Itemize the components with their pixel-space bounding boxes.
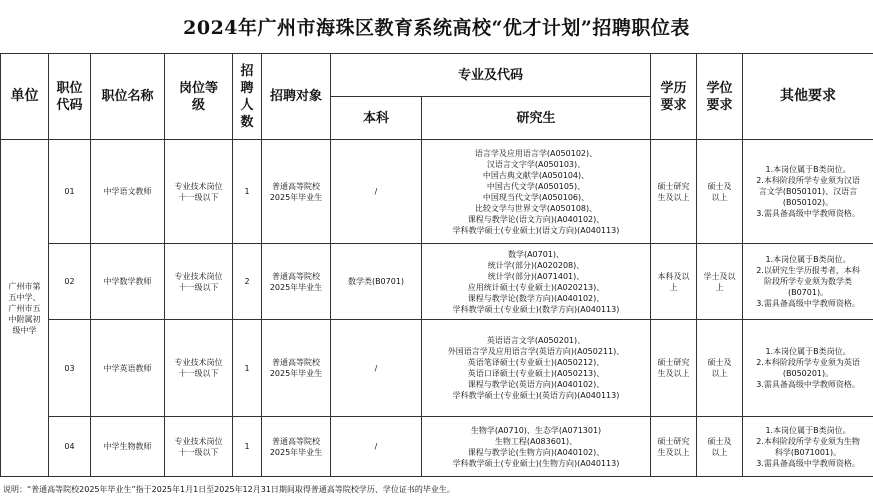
text-line: 硕士研究 xyxy=(657,181,690,191)
text-line: 十一级以下 xyxy=(178,447,219,457)
text-line: 人 xyxy=(240,97,254,113)
text-line: 专业技术岗位 xyxy=(174,271,223,281)
other-requirements xyxy=(743,140,873,244)
header-undergrad: 本科 xyxy=(331,97,422,140)
text-line: 中国古典文献学(A050104)、 xyxy=(482,170,590,180)
text-line: 统计学(部分)(A020208)、 xyxy=(487,260,585,270)
text-line: 数学(A0701)、 xyxy=(507,249,565,259)
text-line: 1.本岗位属于B类岗位。 xyxy=(765,425,851,435)
graduate-majors xyxy=(422,320,651,417)
text-line: 学历 xyxy=(660,80,687,96)
text-line: 1.本岗位属于B类岗位。 xyxy=(765,165,851,174)
recruit-target xyxy=(262,320,331,417)
text-line: 专业技术岗位 xyxy=(174,436,223,446)
text-line: 3.需具备高级中学教师资格。 xyxy=(756,458,860,468)
recruit-count: 2 xyxy=(233,244,262,320)
degree-requirement xyxy=(697,244,743,320)
position-code: 03 xyxy=(49,320,91,417)
text-line: 英语口译硕士(专业硕士)(A050213)、 xyxy=(467,369,605,378)
text-line: 招 xyxy=(240,63,254,79)
graduate-majors xyxy=(422,140,651,244)
other-requirements xyxy=(743,244,873,320)
degree-requirement xyxy=(697,417,743,477)
page-title: 2024年广州市海珠区教育系统高校“优才计划”招聘职位表 xyxy=(183,16,690,39)
education-requirement xyxy=(651,320,697,417)
text-line: 1.本岗位属于B类岗位。 xyxy=(765,347,851,356)
text-line: 3.需具备高级中学教师资格。 xyxy=(756,299,860,308)
footnote: 说明：“普通高等院校2025年毕业生”指于2025年1月1日至2025年12月31日期间取得普通高等院校学历、学位证书的毕业生。 xyxy=(3,485,455,494)
text-line: 要求 xyxy=(706,97,733,113)
text-line: 2025年毕业生 xyxy=(269,192,323,202)
text-line: 学科教学硕士(专业硕士)(语文方向)(A040113) xyxy=(452,225,620,235)
text-line: 课程与教学论(语文方向)(A040102)、 xyxy=(467,214,605,224)
unit-name xyxy=(1,140,49,477)
text-line: 上 xyxy=(669,282,678,292)
header-other: 其他要求 xyxy=(743,54,873,140)
text-line: 要求 xyxy=(660,97,687,113)
text-line: 十一级以下 xyxy=(178,282,219,292)
text-line: 学士及以 xyxy=(703,271,736,281)
recruit-count: 1 xyxy=(233,320,262,417)
post-level xyxy=(165,244,233,320)
text-line: 硕士及 xyxy=(707,436,732,446)
text-line: 以上 xyxy=(711,192,728,202)
header-post-level xyxy=(165,54,233,140)
text-line: 专业技术岗位 xyxy=(174,181,223,191)
text-line: 普通高等院校 xyxy=(272,358,320,367)
recruit-target xyxy=(262,417,331,477)
position-code: 01 xyxy=(49,140,91,244)
recruit-count: 1 xyxy=(233,417,262,477)
text-line: 数 xyxy=(240,114,254,130)
undergrad-major: / xyxy=(331,320,422,417)
text-line: 生及以上 xyxy=(657,447,690,457)
text-line: 上 xyxy=(715,282,724,292)
text-line: 学科教学硕士(专业硕士)(英语方向)(A040113) xyxy=(452,391,620,400)
text-line: 五中学、 xyxy=(8,292,41,302)
text-line: 十一级以下 xyxy=(178,192,219,202)
text-line: 硕士研究 xyxy=(657,358,690,367)
text-line: 硕士及 xyxy=(707,181,732,191)
education-requirement xyxy=(651,417,697,477)
text-line: 3.需具备高级中学教师资格。 xyxy=(756,209,860,218)
text-line: 生物学(A0710)、生态学(A071301) xyxy=(470,425,602,435)
recruit-count: 1 xyxy=(233,140,262,244)
position-code: 04 xyxy=(49,417,91,477)
text-line: 普通高等院校 xyxy=(272,181,320,191)
text-line: 课程与教学论(生物方向)(A040102)、 xyxy=(467,447,605,457)
position-name: 中学生物教师 xyxy=(91,417,165,477)
text-line: 学科教学硕士(专业硕士)(数学方向)(A040113) xyxy=(452,304,620,314)
education-requirement xyxy=(651,140,697,244)
text-line: 生及以上 xyxy=(657,192,690,202)
text-line: 2025年毕业生 xyxy=(269,282,323,292)
recruitment-table xyxy=(0,53,873,477)
text-line: (B050102)。 xyxy=(782,198,834,207)
text-line: (B050201)。 xyxy=(782,369,834,378)
other-requirements xyxy=(743,320,873,417)
text-line: 普通高等院校 xyxy=(272,271,320,281)
undergrad-major: / xyxy=(331,417,422,477)
other-requirements xyxy=(743,417,873,477)
text-line: 2.本科阶段所学专业须为生物 xyxy=(756,436,860,446)
post-level xyxy=(165,417,233,477)
text-line: 1.本岗位属于B类岗位。 xyxy=(765,255,851,264)
text-line: 应用统计硕士(专业硕士)(A020213)、 xyxy=(467,282,605,292)
position-code: 02 xyxy=(49,244,91,320)
text-line: 统计学(部分)(A071401)、 xyxy=(487,271,585,281)
position-name: 中学数学教师 xyxy=(91,244,165,320)
text-line: 级 xyxy=(191,97,205,113)
text-line: 2025年毕业生 xyxy=(269,369,323,378)
text-line: 代码 xyxy=(56,97,83,113)
header-unit: 单位 xyxy=(1,54,49,140)
text-line: 英语笔译硕士(专业硕士)(A050212)、 xyxy=(467,358,605,367)
text-line: 中附属初 xyxy=(8,314,41,324)
undergrad-major: / xyxy=(331,140,422,244)
text-line: 2025年毕业生 xyxy=(269,447,323,457)
text-line: 十一级以下 xyxy=(178,369,219,378)
text-line: 岗位等 xyxy=(178,80,218,96)
text-line: 广州市第 xyxy=(8,281,41,291)
text-line: 阶段所学专业须为数学类 xyxy=(764,277,853,286)
text-line: 课程与教学论(数学方向)(A040102)、 xyxy=(467,293,605,303)
header-degree xyxy=(697,54,743,140)
text-line: 中国现当代文学(A050106)、 xyxy=(482,192,590,202)
text-line: 3.需具备高级中学教师资格。 xyxy=(756,380,860,389)
text-line: 聘 xyxy=(240,80,254,96)
text-line: 普通高等院校 xyxy=(272,436,320,446)
text-line: 广州市五 xyxy=(8,303,41,313)
text-line: 英语语言文学(A050201)、 xyxy=(486,336,586,345)
undergrad-major: 数学类(B0701) xyxy=(331,244,422,320)
header-position-name: 职位名称 xyxy=(91,54,165,140)
graduate-majors xyxy=(422,244,651,320)
text-line: 汉语言文字学(A050103)、 xyxy=(486,159,586,169)
graduate-majors xyxy=(422,417,651,477)
education-requirement xyxy=(651,244,697,320)
degree-requirement xyxy=(697,140,743,244)
text-line: 2.本科阶段所学专业须为英语 xyxy=(756,358,860,367)
text-line: 以上 xyxy=(711,369,728,378)
text-line: 生物工程(A083601)、 xyxy=(494,436,578,446)
text-line: 语言学及应用语言学(A050102)、 xyxy=(474,148,598,158)
header-major-code: 专业及代码 xyxy=(331,54,651,97)
text-line: 以上 xyxy=(711,447,728,457)
position-name: 中学英语教师 xyxy=(91,320,165,417)
degree-requirement xyxy=(697,320,743,417)
text-line: 比较文学与世界文学(A050108)、 xyxy=(474,203,598,213)
text-line: 级中学 xyxy=(12,325,37,335)
position-name: 中学语文教师 xyxy=(91,140,165,244)
header-education xyxy=(651,54,697,140)
text-line: 硕士研究 xyxy=(657,436,690,446)
header-recruit-target: 招聘对象 xyxy=(262,54,331,140)
text-line: 科学(B071001)。 xyxy=(774,447,842,457)
text-line: (B0701)。 xyxy=(787,288,829,297)
text-line: 硕士及 xyxy=(707,358,732,367)
header-position-code xyxy=(49,54,91,140)
text-line: 中国古代文学(A050105)、 xyxy=(486,181,586,191)
recruit-target xyxy=(262,140,331,244)
text-line: 学科教学硕士(专业硕士)(生物方向)(A040113) xyxy=(452,458,620,468)
recruit-target xyxy=(262,244,331,320)
text-line: 2.本科阶段所学专业须为汉语 xyxy=(756,176,860,185)
header-recruit-count xyxy=(233,54,262,140)
text-line: 2.以研究生学历报考者，本科 xyxy=(756,266,860,275)
post-level xyxy=(165,320,233,417)
text-line: 职位 xyxy=(56,80,83,96)
text-line: 课程与教学论(英语方向)(A040102)、 xyxy=(467,380,605,389)
text-line: 专业技术岗位 xyxy=(174,358,223,367)
text-line: 言文学(B050101)、汉语言 xyxy=(758,187,858,196)
text-line: 本科及以 xyxy=(657,271,690,281)
text-line: 外国语言学及应用语言学(英语方向)(A050211)、 xyxy=(447,347,625,356)
post-level xyxy=(165,140,233,244)
text-line: 生及以上 xyxy=(657,369,690,378)
header-graduate: 研究生 xyxy=(422,97,651,140)
text-line: 学位 xyxy=(706,80,733,96)
